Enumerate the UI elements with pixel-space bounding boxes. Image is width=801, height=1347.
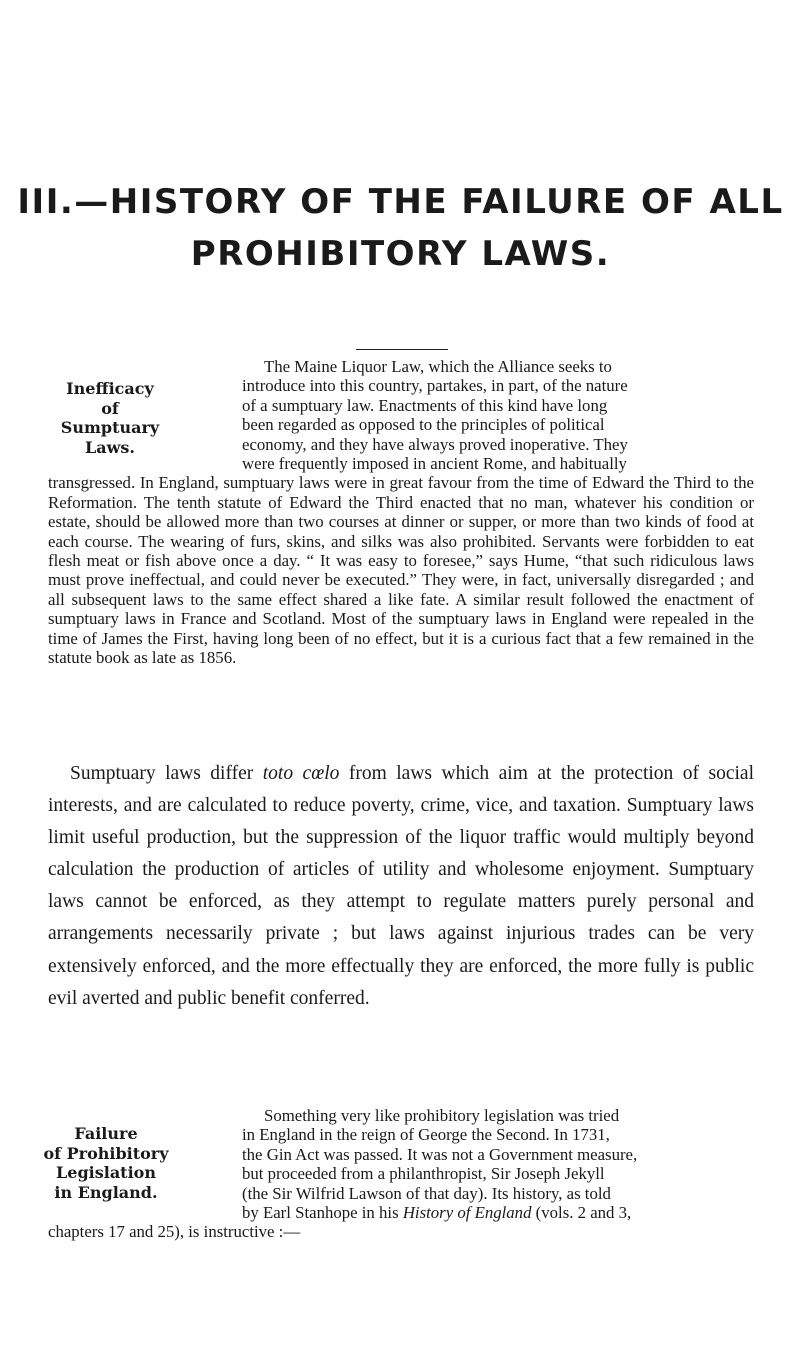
chapter-heading-line-2: PROHIBITORY LAWS. bbox=[190, 234, 611, 274]
marginal-note-line: Sumptuary bbox=[60, 418, 160, 437]
marginal-note-line: of Prohibitory bbox=[43, 1143, 169, 1163]
paragraph-line: of a sumptuary law. Enactments of this kind have long bbox=[242, 395, 608, 415]
chapter-heading-line-1: III.—HISTORY OF THE FAILURE OF ALL bbox=[17, 182, 784, 222]
paragraph-body: transgressed. In England, sumptuary laws were in great favour from the time of Edward the Third to the Reformation. The tenth statute of Edward the Third enacted that no man, whatever his condition or estate, should be allowed more than two courses at dinner or supper, or more than two kinds of food at each course. The wearing of furs, skins, and silks was also prohibited. Servants were forbidden to eat flesh meat or fish above once a day. “ It was easy to foresee,” says Hume, “that such ridiculous laws must prove ineffectual, and could never be executed.” They were, in fact, universally disregarded ; and all subsequent laws to the same effect shared a like fate. A similar result followed the enactment of sumptuary laws in France and Scotland. Most of the sumptuary laws in England were repealed in the time of James the First, having long been of no effect, but it is a curious fact that a few remained in the statute book as late as 1856. bbox=[48, 473, 754, 668]
paragraph-line: but proceeded from a philanthropist, Sir Joseph Jekyll bbox=[242, 1164, 605, 1184]
paragraph-text-rest: from laws which aim at the protection of social interests, and are calculated to reduce poverty, crime, vice, and taxation. Sumptuary laws limit useful production, but the suppression of the liquor traffic would multiply beyond calculation the production of articles of utility and wholesome enjoyment. Sumptuary laws cannot be enforced, as they attempt to regulate matters purely personal and arrangements necessarily private ; but laws against injurious trades can be very extensively enforced, and the more effectually they are enforced, the more fully is public evil averted and public benefit conferred. bbox=[48, 763, 754, 1009]
paragraph-text: by Earl Stanhope in his bbox=[242, 1203, 403, 1223]
paragraph-text bbox=[48, 758, 754, 1015]
marginal-note-line: Laws. bbox=[85, 437, 135, 457]
paragraph-line: Something very like prohibitory legislation was tried bbox=[264, 1106, 620, 1125]
paragraph-line: The Maine Liquor Law, which the Alliance seeks to bbox=[264, 357, 612, 376]
paragraph-line: in England in the reign of George the Second. In 1731, bbox=[242, 1125, 610, 1145]
paragraph-text-start: Sumptuary laws differ bbox=[70, 763, 263, 784]
latin-phrase: toto cœlo bbox=[262, 763, 340, 784]
marginal-note-line: in England. bbox=[54, 1182, 158, 1202]
paragraph-line: been regarded as opposed to the principles of political bbox=[242, 415, 605, 435]
paragraph-line: chapters 17 and 25), is instructive :— bbox=[48, 1222, 301, 1242]
marginal-note-line: Legislation bbox=[56, 1163, 156, 1182]
paragraph-line: were frequently imposed in ancient Rome, and habitually bbox=[242, 454, 627, 474]
paragraph-line: the Gin Act was passed. It was not a Government measure, bbox=[242, 1144, 638, 1164]
book-title: History of England bbox=[402, 1203, 532, 1223]
marginal-note-line: Inefficacy bbox=[66, 379, 154, 398]
paragraph-text: (vols. 2 and 3, bbox=[531, 1203, 632, 1223]
paragraph-sumptuary-laws bbox=[48, 357, 754, 668]
section-divider bbox=[356, 349, 448, 350]
paragraph-toto-coelo bbox=[48, 758, 754, 1015]
marginal-note-line: Failure bbox=[74, 1124, 138, 1143]
paragraph-line: (the Sir Wilfrid Lawson of that day). Its history, as told bbox=[242, 1183, 611, 1203]
paragraph-line bbox=[48, 1203, 754, 1222]
marginal-note-line: of bbox=[101, 398, 119, 418]
paragraph-line: economy, and they have always proved inoperative. They bbox=[242, 434, 628, 454]
paragraph-line: introduce into this country, partakes, in part, of the nature bbox=[242, 376, 628, 396]
paragraph-gin-act bbox=[48, 1106, 754, 1242]
